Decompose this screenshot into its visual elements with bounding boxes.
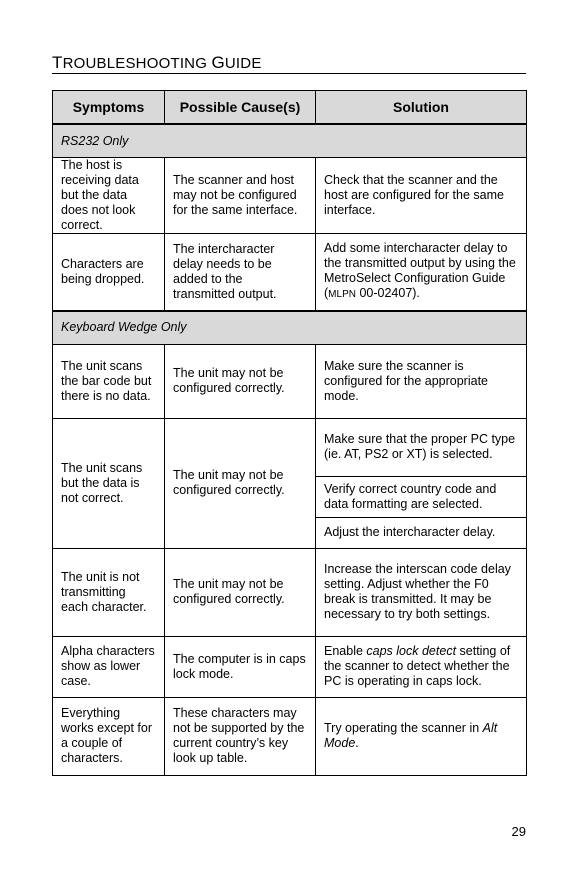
solution-cell: Make sure that the proper PC type (ie. AT, PS2 or XT) is selected. [316, 418, 527, 476]
cause-cell: The scanner and host may not be configured for the same interface. [165, 158, 316, 234]
solution-cell: Enable caps lock detect setting of the scanner to detect whether the PC is operating in caps lock. [316, 636, 527, 697]
cause-cell: The computer is in caps lock mode. [165, 636, 316, 697]
section-row-keyboard-wedge [53, 311, 527, 345]
solution-cell: Try operating the scanner in Alt Mode. [316, 697, 527, 775]
cause-cell: The unit may not be configured correctly. [165, 418, 316, 548]
column-header-solution: Solution [316, 91, 527, 125]
symptom-cell: Characters are being dropped. [53, 234, 165, 311]
symptom-cell: Everything works except for a couple of characters. [53, 697, 165, 775]
cause-cell: The unit may not be configured correctly. [165, 344, 316, 418]
cause-cell: The intercharacter delay needs to be added to the transmitted output. [165, 234, 316, 311]
column-header-symptoms: Symptoms [53, 91, 165, 125]
solution-cell: Make sure the scanner is configured for the appropriate mode. [316, 344, 527, 418]
table-row [53, 636, 527, 697]
solution-cell: Increase the interscan code delay setting. Adjust whether the F0 break is transmitted. It may be necessary to try both settings. [316, 548, 527, 636]
troubleshooting-table [52, 90, 527, 776]
symptom-cell: The unit is not transmitting each character. [53, 548, 165, 636]
title-rule [52, 73, 526, 74]
page-title: TROUBLESHOOTING GUIDE [52, 53, 262, 72]
table-row [53, 418, 527, 476]
table-row [53, 234, 527, 311]
section-row-rs232 [53, 124, 527, 158]
cause-cell: These characters may not be supported by the current country’s key look up table. [165, 697, 316, 775]
column-header-causes: Possible Cause(s) [165, 91, 316, 125]
solution-cell: Add some intercharacter delay to the transmitted output by using the MetroSelect Configuration Guide (MLPN 00-02407). [316, 234, 527, 311]
symptom-cell: The host is receiving data but the data does not look correct. [53, 158, 165, 234]
table-row [53, 697, 527, 775]
solution-cell: Check that the scanner and the host are configured for the same interface. [316, 158, 527, 234]
table-row [53, 344, 527, 418]
symptom-cell: The unit scans but the data is not correct. [53, 418, 165, 548]
section-title: Keyboard Wedge Only [53, 311, 527, 345]
table-row [53, 158, 527, 234]
cause-cell: The unit may not be configured correctly. [165, 548, 316, 636]
table-row [53, 548, 527, 636]
symptom-cell: Alpha characters show as lower case. [53, 636, 165, 697]
section-title: RS232 Only [53, 124, 527, 158]
table-header-row [53, 91, 527, 125]
symptom-cell: The unit scans the bar code but there is no data. [53, 344, 165, 418]
page-number: 29 [511, 824, 526, 839]
solution-cell: Verify correct country code and data formatting are selected. [316, 476, 527, 517]
solution-cell: Adjust the intercharacter delay. [316, 517, 527, 548]
